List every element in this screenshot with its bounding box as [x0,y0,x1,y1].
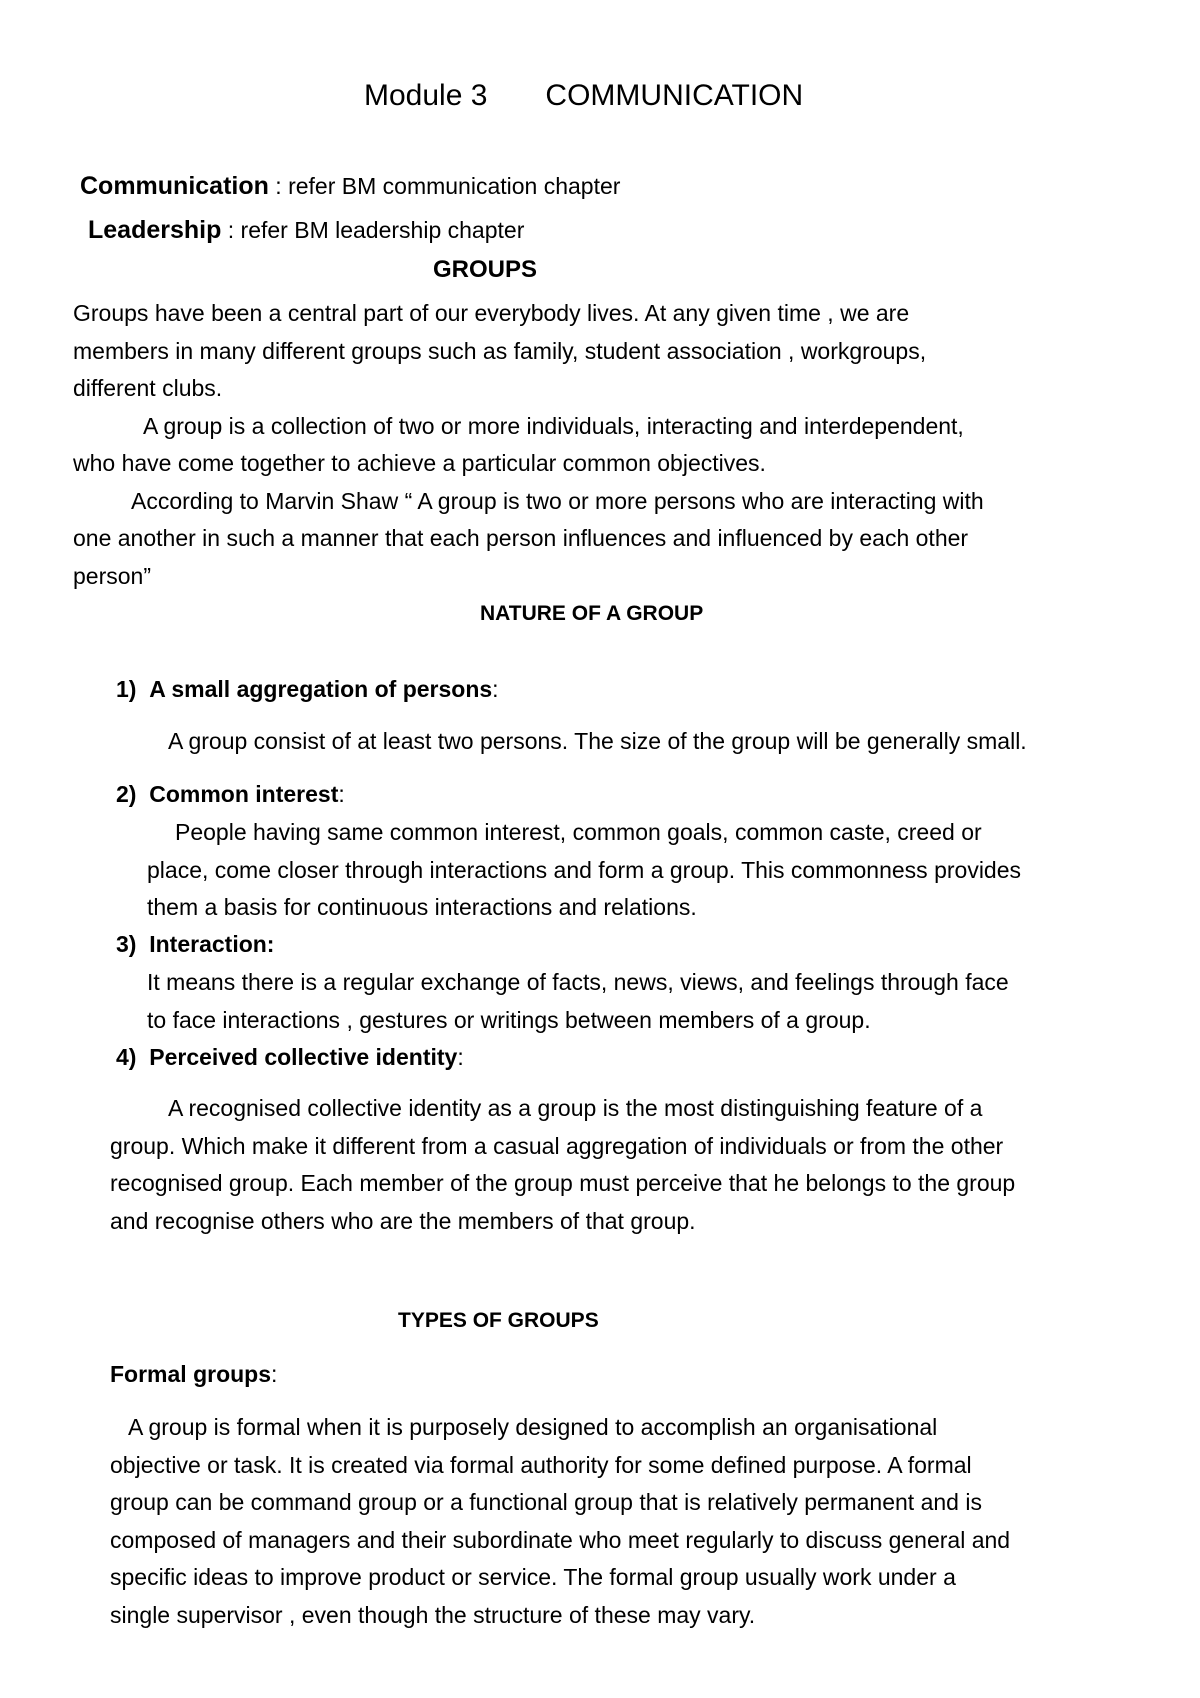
leadership-ref [88,215,524,245]
communication-term: Communication [80,172,269,200]
group-definition-line: who have come together to achieve a particular common objectives. [73,450,766,476]
page-title [364,78,803,114]
types-heading: TYPES OF GROUPS [398,1309,599,1332]
formal-groups-title: Formal groups [110,1361,272,1387]
formal-groups-body-line: composed of managers and their subordinate who meet regularly to discuss general and [110,1527,1011,1553]
item-number: 2) [116,781,137,807]
item-number: 3) [116,931,137,957]
formal-groups-heading [110,1359,277,1389]
shaw-quote-line: one another in such a manner that each person influences and influenced by each other [73,525,969,551]
item-title: Interaction: [149,931,275,957]
module-label: Module 3 [364,79,488,112]
shaw-quote-line: According to Marvin Shaw “ A group is two or more persons who are interacting with [131,488,984,514]
item-title: Common interest [149,781,339,807]
group-definition-line: A group is a collection of two or more individuals, interacting and interdependent, [143,413,964,439]
item-suffix: : [338,781,345,807]
nature-item-body-line: them a basis for continuous interactions and relations. [147,894,697,920]
formal-groups-body-line: specific ideas to improve product or service. The formal group usually work under a [110,1564,956,1590]
communication-ref-text: : refer BM communication chapter [268,173,621,199]
item-title: Perceived collective identity [149,1044,458,1070]
leadership-term: Leadership [88,216,222,244]
groups-intro-line: Groups have been a central part of our everybody lives. At any given time , we are [73,300,910,326]
nature-item-body-line: to face interactions , gestures or writings between members of a group. [147,1007,871,1033]
formal-groups-body-line: group can be command group or a functional group that is relatively permanent and is [110,1489,982,1515]
formal-groups-body-line: A group is formal when it is purposely designed to accomplish an organisational [128,1414,938,1440]
communication-ref [80,171,620,201]
nature-item-body-line: and recognise others who are the members of that group. [110,1208,696,1234]
item-suffix: : [457,1044,464,1070]
subject-label: COMMUNICATION [545,79,804,112]
leadership-ref-text: : refer BM leadership chapter [221,217,525,243]
groups-intro-line: members in many different groups such as family, student association , workgroups, [73,338,927,364]
nature-item-body-line: People having same common interest, common goals, common caste, creed or [175,819,982,845]
formal-groups-body-line: objective or task. It is created via formal authority for some defined purpose. A formal [110,1452,972,1478]
nature-item-body-line: It means there is a regular exchange of facts, news, views, and feelings through face [147,969,1009,995]
groups-intro-line: different clubs. [73,375,223,401]
nature-item-heading [116,1042,464,1072]
formal-groups-body-line: single supervisor , even though the structure of these may vary. [110,1602,756,1628]
nature-item-body-line: A group consist of at least two persons. The size of the group will be generally small. [168,728,1027,754]
nature-item-heading [116,674,499,704]
nature-item-body-line: group. Which make it different from a casual aggregation of individuals or from the other [110,1133,1004,1159]
nature-item-heading [116,929,274,959]
item-number: 4) [116,1044,137,1070]
nature-item-heading [116,779,345,809]
item-number: 1) [116,676,137,702]
nature-item-body-line: A recognised collective identity as a group is the most distinguishing feature of a [168,1095,983,1121]
item-suffix: : [492,676,499,702]
formal-groups-suffix: : [271,1361,278,1387]
nature-heading: NATURE OF A GROUP [480,602,704,625]
nature-item-body-line: recognised group. Each member of the group must perceive that he belongs to the group [110,1170,1016,1196]
shaw-quote-line: person” [73,563,151,589]
item-title: A small aggregation of persons [149,676,493,702]
groups-heading: GROUPS [433,256,538,283]
nature-item-body-line: place, come closer through interactions and form a group. This commonness provides [147,857,1022,883]
